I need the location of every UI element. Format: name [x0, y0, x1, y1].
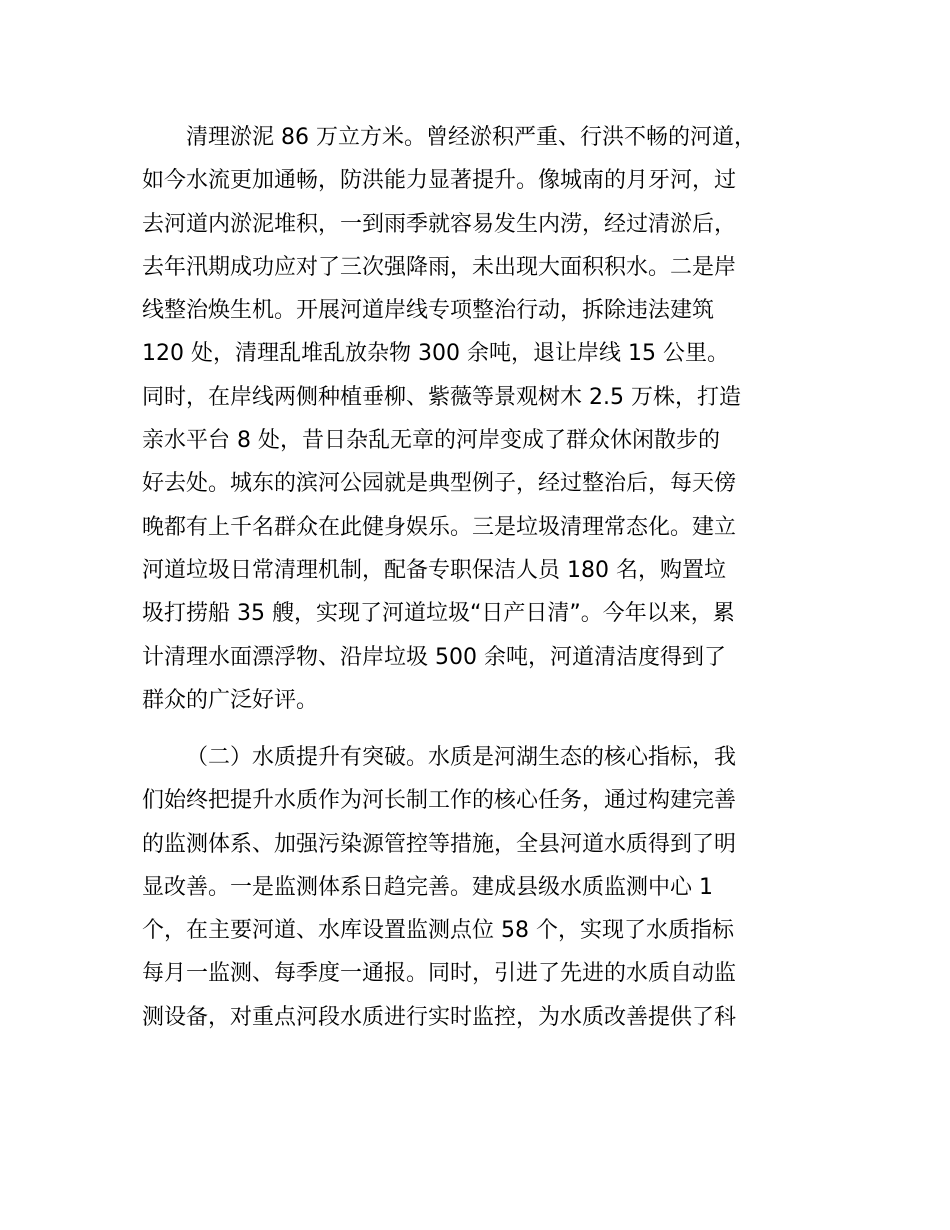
paragraph-line: 去年汛期成功应对了三次强降雨，未出现大面积积水。二是岸: [142, 254, 737, 280]
paragraph-line: 圾打捞船 35 艘，实现了河道垃圾“日产日清”。今年以来，累: [142, 601, 735, 627]
paragraph-line: 线整治焕生机。开展河道岸线专项整治行动，拆除违法建筑: [142, 298, 715, 324]
paragraph-line: 晚都有上千名群众在此健身娱乐。三是垃圾清理常态化。建立: [142, 514, 737, 540]
paragraph-line: 亲水平台 8 处，昔日杂乱无章的河岸变成了群众休闲散步的: [142, 428, 720, 454]
paragraph-line: 计清理水面漂浮物、沿岸垃圾 500 余吨，河道清洁度得到了: [142, 644, 726, 670]
paragraph-line: 的监测体系、加强污染源管控等措施，全县河道水质得到了明: [142, 831, 737, 857]
paragraph-line: 如今水流更加通畅，防洪能力显著提升。像城南的月牙河，过: [142, 168, 737, 194]
paragraph-line: 河道垃圾日常清理机制，配备专职保洁人员 180 名，购置垃: [142, 557, 726, 583]
paragraph-line: 去河道内淤泥堆积，一到雨季就容易发生内涝，经过清淤后，: [142, 211, 737, 237]
paragraph-line: 120 处，清理乱堆乱放杂物 300 余吨，退让岸线 15 公里。: [142, 341, 729, 367]
paragraph-line: 显改善。一是监测体系日趋完善。建成县级水质监测中心 1: [142, 874, 713, 900]
paragraph-line: （二）水质提升有突破。水质是河湖生态的核心指标，我: [186, 745, 737, 770]
paragraph-2: [142, 736, 842, 1039]
paragraph-line: 们始终把提升水质作为河长制工作的核心任务，通过构建完善: [142, 788, 737, 814]
paragraph-line: 清理淤泥 86 万立方米。曾经淤积严重、行洪不畅的河道，: [186, 125, 756, 150]
paragraph-line: 群众的广泛好评。: [142, 687, 319, 713]
paragraph-line: 测设备，对重点河段水质进行实时监控，为水质改善提供了科: [142, 1004, 737, 1030]
paragraph-line: 同时，在岸线两侧种植垂柳、紫薇等景观树木 2.5 万株，打造: [142, 384, 741, 410]
paragraph-line: 好去处。城东的滨河公园就是典型例子，经过整治后，每天傍: [142, 471, 737, 497]
paragraph-1: [142, 116, 842, 722]
paragraph-line: 个，在主要河道、水库设置监测点位 58 个，实现了水质指标: [142, 918, 734, 944]
paragraph-line: 每月一监测、每季度一通报。同时，引进了先进的水质自动监: [142, 961, 737, 987]
